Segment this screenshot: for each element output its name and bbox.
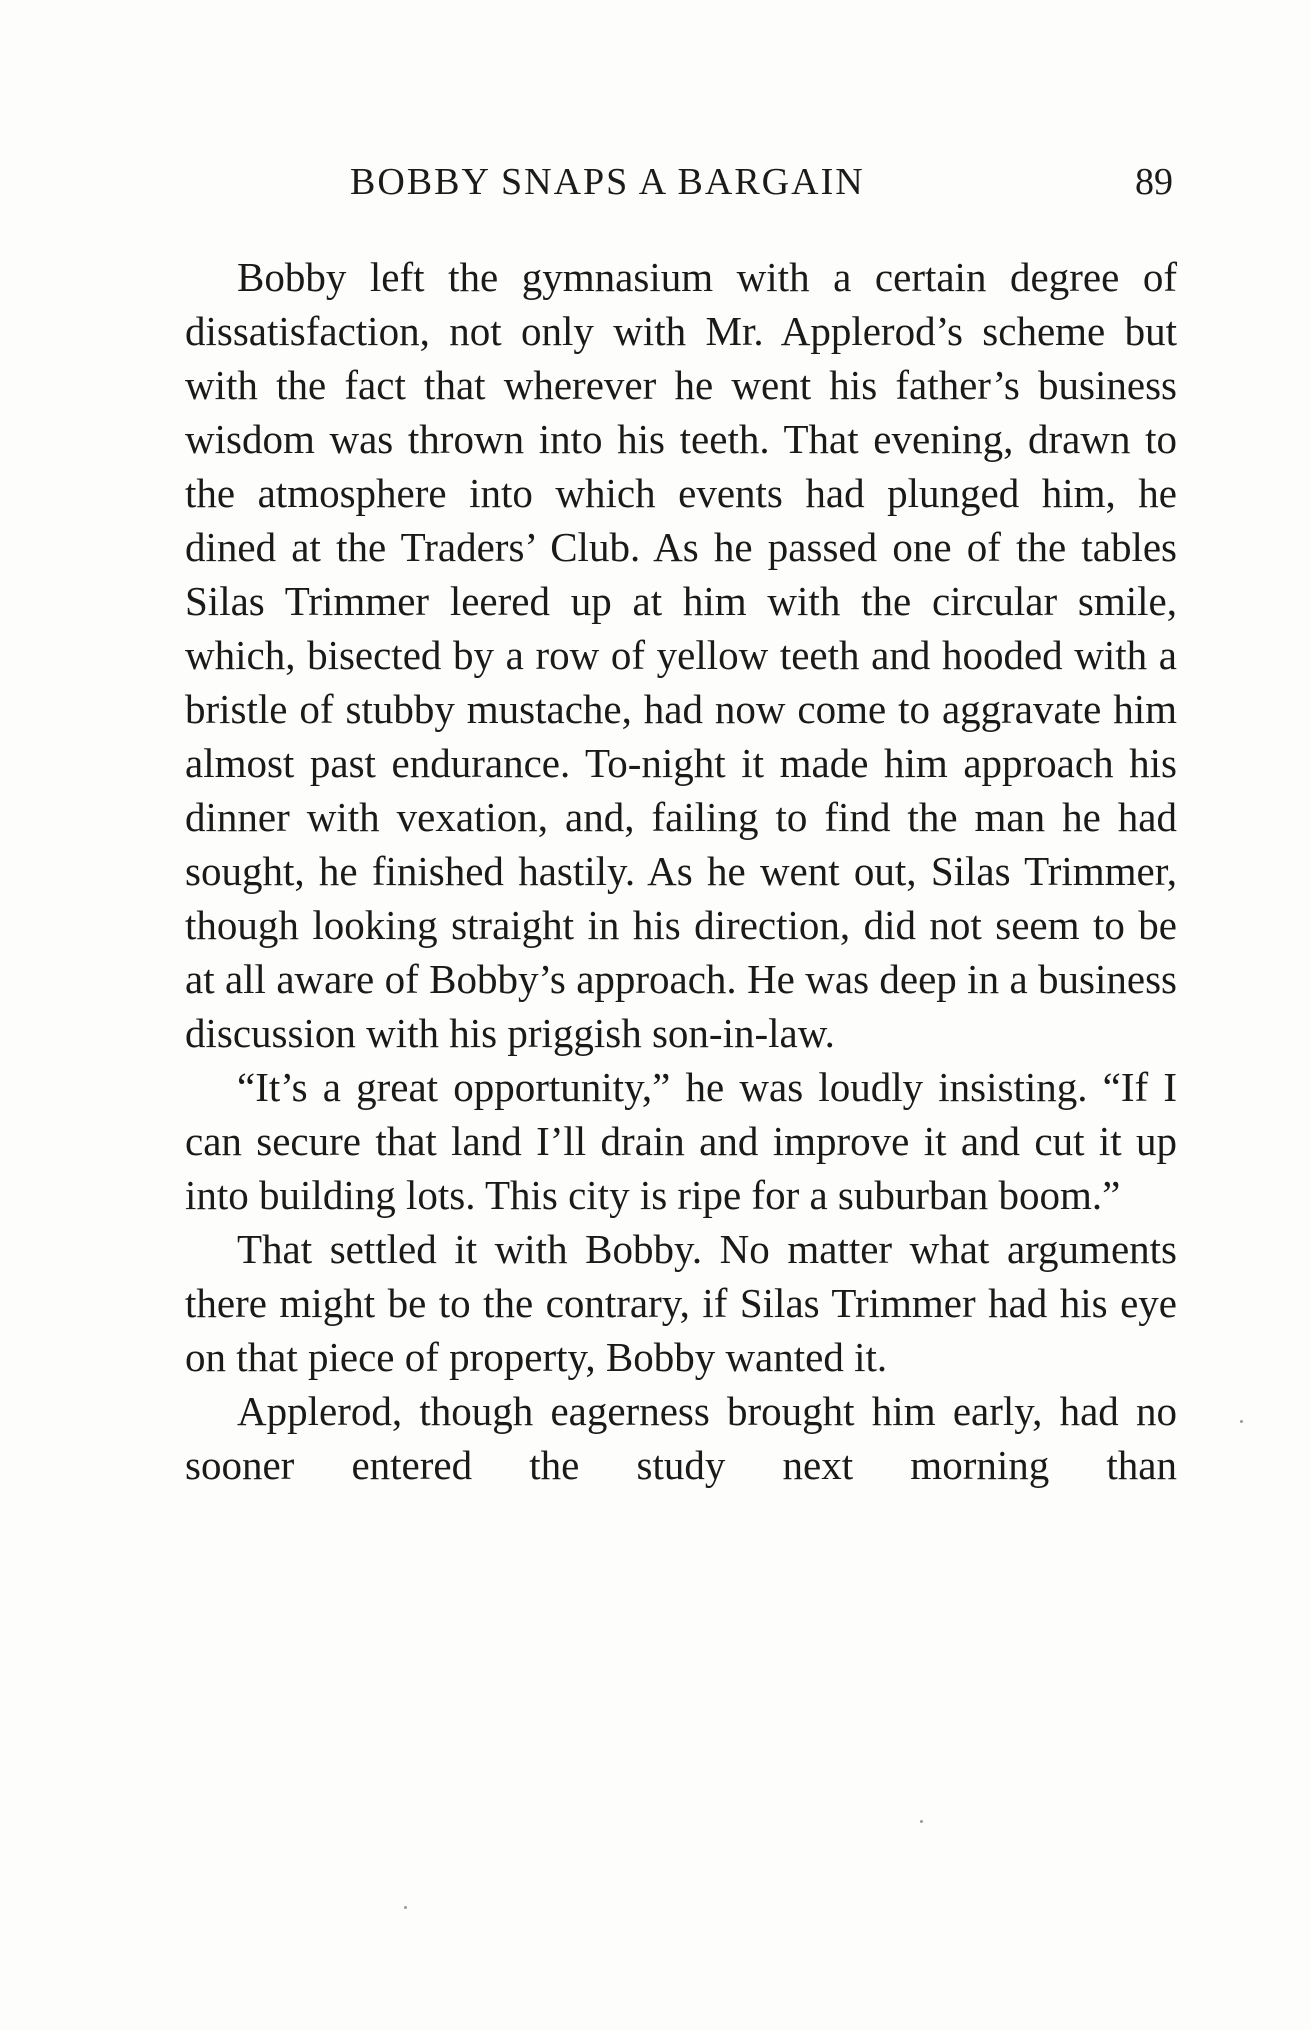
- paper-speck: [404, 1906, 407, 1909]
- paper-speck: [920, 1820, 923, 1823]
- running-head: [185, 160, 1185, 220]
- paragraph: Bobby left the gymnasium with a certain degree of dissatisfaction, not only with Mr. Applerod’s scheme but with the fact that wherever he went his father’s business wisdom was thrown into his teeth. That evening, drawn to the atmosphere into which events had plunged him, he dined at the Traders’ Club. As he passed one of the tables Silas Trimmer leered up at him with the circular smile, which, bisected by a row of yellow teeth and hooded with a bristle of stubby mustache, had now come to aggravate him almost past endurance. To-night it made him approach his dinner with vexation, and, failing to find the man he had sought, he finished hastily. As he went out, Silas Trimmer, though looking straight in his direction, did not seem to be at all aware of Bobby’s approach. He was deep in a business discussion with his priggish son-in-law.: [185, 254, 1177, 1056]
- paragraph: That settled it with Bobby. No matter what arguments there might be to the contrary, if Silas Trimmer had his eye on that piece of property, Bobby wanted it.: [185, 1226, 1177, 1380]
- page-number: 89: [1135, 161, 1173, 203]
- paragraph: “It’s a great opportunity,” he was loudly insisting. “If I can secure that land I’ll drain and improve it and cut it up into building lots. This city is ripe for a suburban boom.”: [185, 1064, 1177, 1218]
- paragraph: Applerod, though eagerness brought him early, had no sooner entered the study next morning than: [185, 1388, 1177, 1488]
- running-title: BOBBY SNAPS A BARGAIN: [350, 161, 865, 203]
- body-text: [185, 250, 1177, 1492]
- paper-speck: [1240, 1420, 1243, 1423]
